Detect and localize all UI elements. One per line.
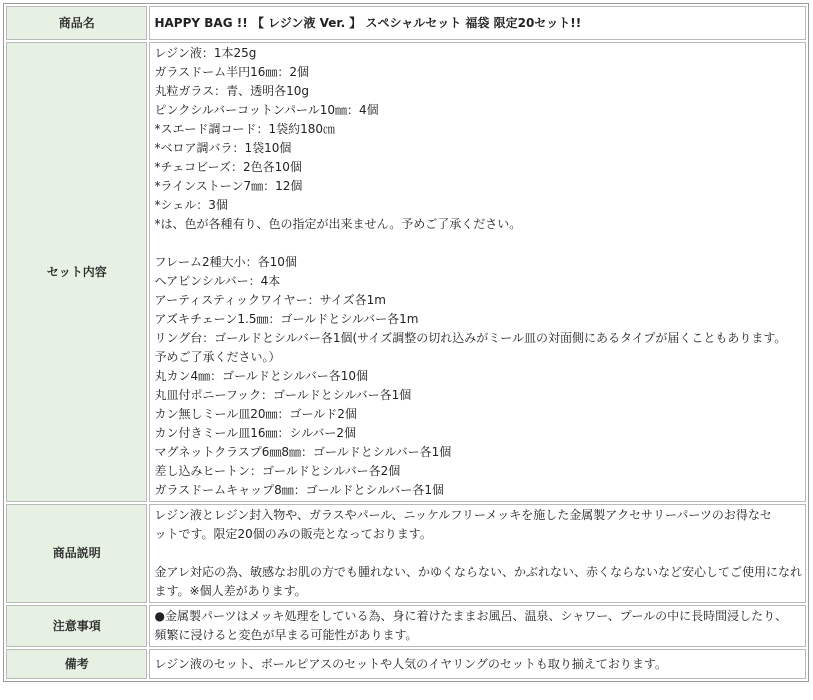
set-contents-item: ガラスドームキャップ8㎜：ゴールドとシルバー各1個 [154, 483, 445, 497]
label-product-name: 商品名 [6, 6, 147, 40]
description-line: ます。※個人差があります。 [154, 584, 307, 598]
product-spec-table [3, 3, 809, 682]
set-contents-group-2 [154, 253, 802, 500]
set-contents-item: マグネットクラスプ6㎜8㎜：ゴールドとシルバー各1個 [154, 445, 452, 459]
set-contents-item: 丸カン4㎜：ゴールドとシルバー各10個 [154, 369, 368, 383]
value-remarks [149, 649, 806, 679]
set-contents-item: 丸粒ガラス：青、透明各10g [154, 84, 309, 98]
set-contents-item: カン付きミール皿16㎜：シルバー2個 [154, 426, 356, 440]
value-product-name: HAPPY BAG !! 【 レジン液 Ver. 】 スペシャルセット 福袋 限定20セット!! [149, 6, 806, 40]
label-remarks: 備考 [6, 649, 147, 679]
description-line: レジン液とレジン封入物や、ガラスやパール、ニッケルフリーメッキを施した金属製アクセサリーパーツのお得なセ [154, 508, 772, 522]
value-description [149, 504, 806, 603]
set-contents-item: アズキチェーン1.5㎜：ゴールドとシルバー各1m [154, 312, 419, 326]
remarks-text: レジン液のセット、ボールピアスのセットや人気のイヤリングのセットも取り揃えております。 [154, 656, 667, 671]
caution-line: 頻繁に浸けると変色が早まる可能性があります。 [154, 628, 418, 642]
set-contents-item: ガラスドーム半円16㎜：2個 [154, 65, 310, 79]
set-contents-item: リング台：ゴールドとシルバー各1個(サイズ調整の切れ込みがミール皿の対面側にあるタイプが届くこともあります。 [154, 331, 787, 345]
set-contents-item: *ラインストーン7㎜：12個 [154, 179, 303, 193]
description-text [154, 506, 802, 601]
set-contents-item: 差し込みヒートン：ゴールドとシルバー各2個 [154, 464, 401, 478]
set-contents-item: フレーム2種大小：各10個 [154, 255, 297, 269]
set-contents-item: アーティスティックワイヤー：サイズ各1m [154, 293, 386, 307]
set-contents-item: *チェコビーズ：2色各10個 [154, 160, 302, 174]
set-contents-spacer [154, 234, 802, 253]
value-caution [149, 605, 806, 647]
description-line: 金アレ対応の為、敏感なお肌の方でも腫れない、かゆくならない、かぶれない、赤くならないなど安心してご使用になれ [154, 565, 802, 579]
set-contents-item: ピンクシルバーコットンパール10㎜：4個 [154, 103, 379, 117]
set-contents-item: 予めご了承ください。） [154, 350, 281, 364]
label-description: 商品説明 [6, 504, 147, 603]
caution-line: ●金属製パーツはメッキ処理をしている為、身に着けたままお風呂、温泉、シャワー、プールの中に長時間浸したり、 [154, 609, 788, 623]
row-remarks [6, 649, 806, 679]
set-contents-item: ヘアピンシルバー：4本 [154, 274, 281, 288]
value-set-contents [149, 42, 806, 502]
set-contents-item: カン無しミール皿20㎜：ゴールド2個 [154, 407, 357, 421]
set-contents-item: *は、色が各種有り、色の指定が出来ません。予めご了承ください。 [154, 217, 522, 231]
set-contents-item: *スエード調コード：1袋約180㎝ [154, 122, 336, 136]
label-set-contents: セット内容 [6, 42, 147, 502]
row-product-name [6, 6, 806, 40]
row-description [6, 504, 806, 603]
set-contents-item: *シェル：3個 [154, 198, 228, 212]
set-contents-group-1 [154, 44, 802, 234]
set-contents-item: *ベロア調バラ：1袋10個 [154, 141, 292, 155]
row-set-contents [6, 42, 806, 502]
description-line [154, 544, 802, 563]
description-line: ットです。限定20個のみの販売となっております。 [154, 527, 432, 541]
set-contents-item: 丸皿付ポニーフック：ゴールドとシルバー各1個 [154, 388, 412, 402]
caution-text [154, 607, 802, 645]
set-contents-item: レジン液：1本25g [154, 46, 257, 60]
label-caution: 注意事項 [6, 605, 147, 647]
row-caution [6, 605, 806, 647]
